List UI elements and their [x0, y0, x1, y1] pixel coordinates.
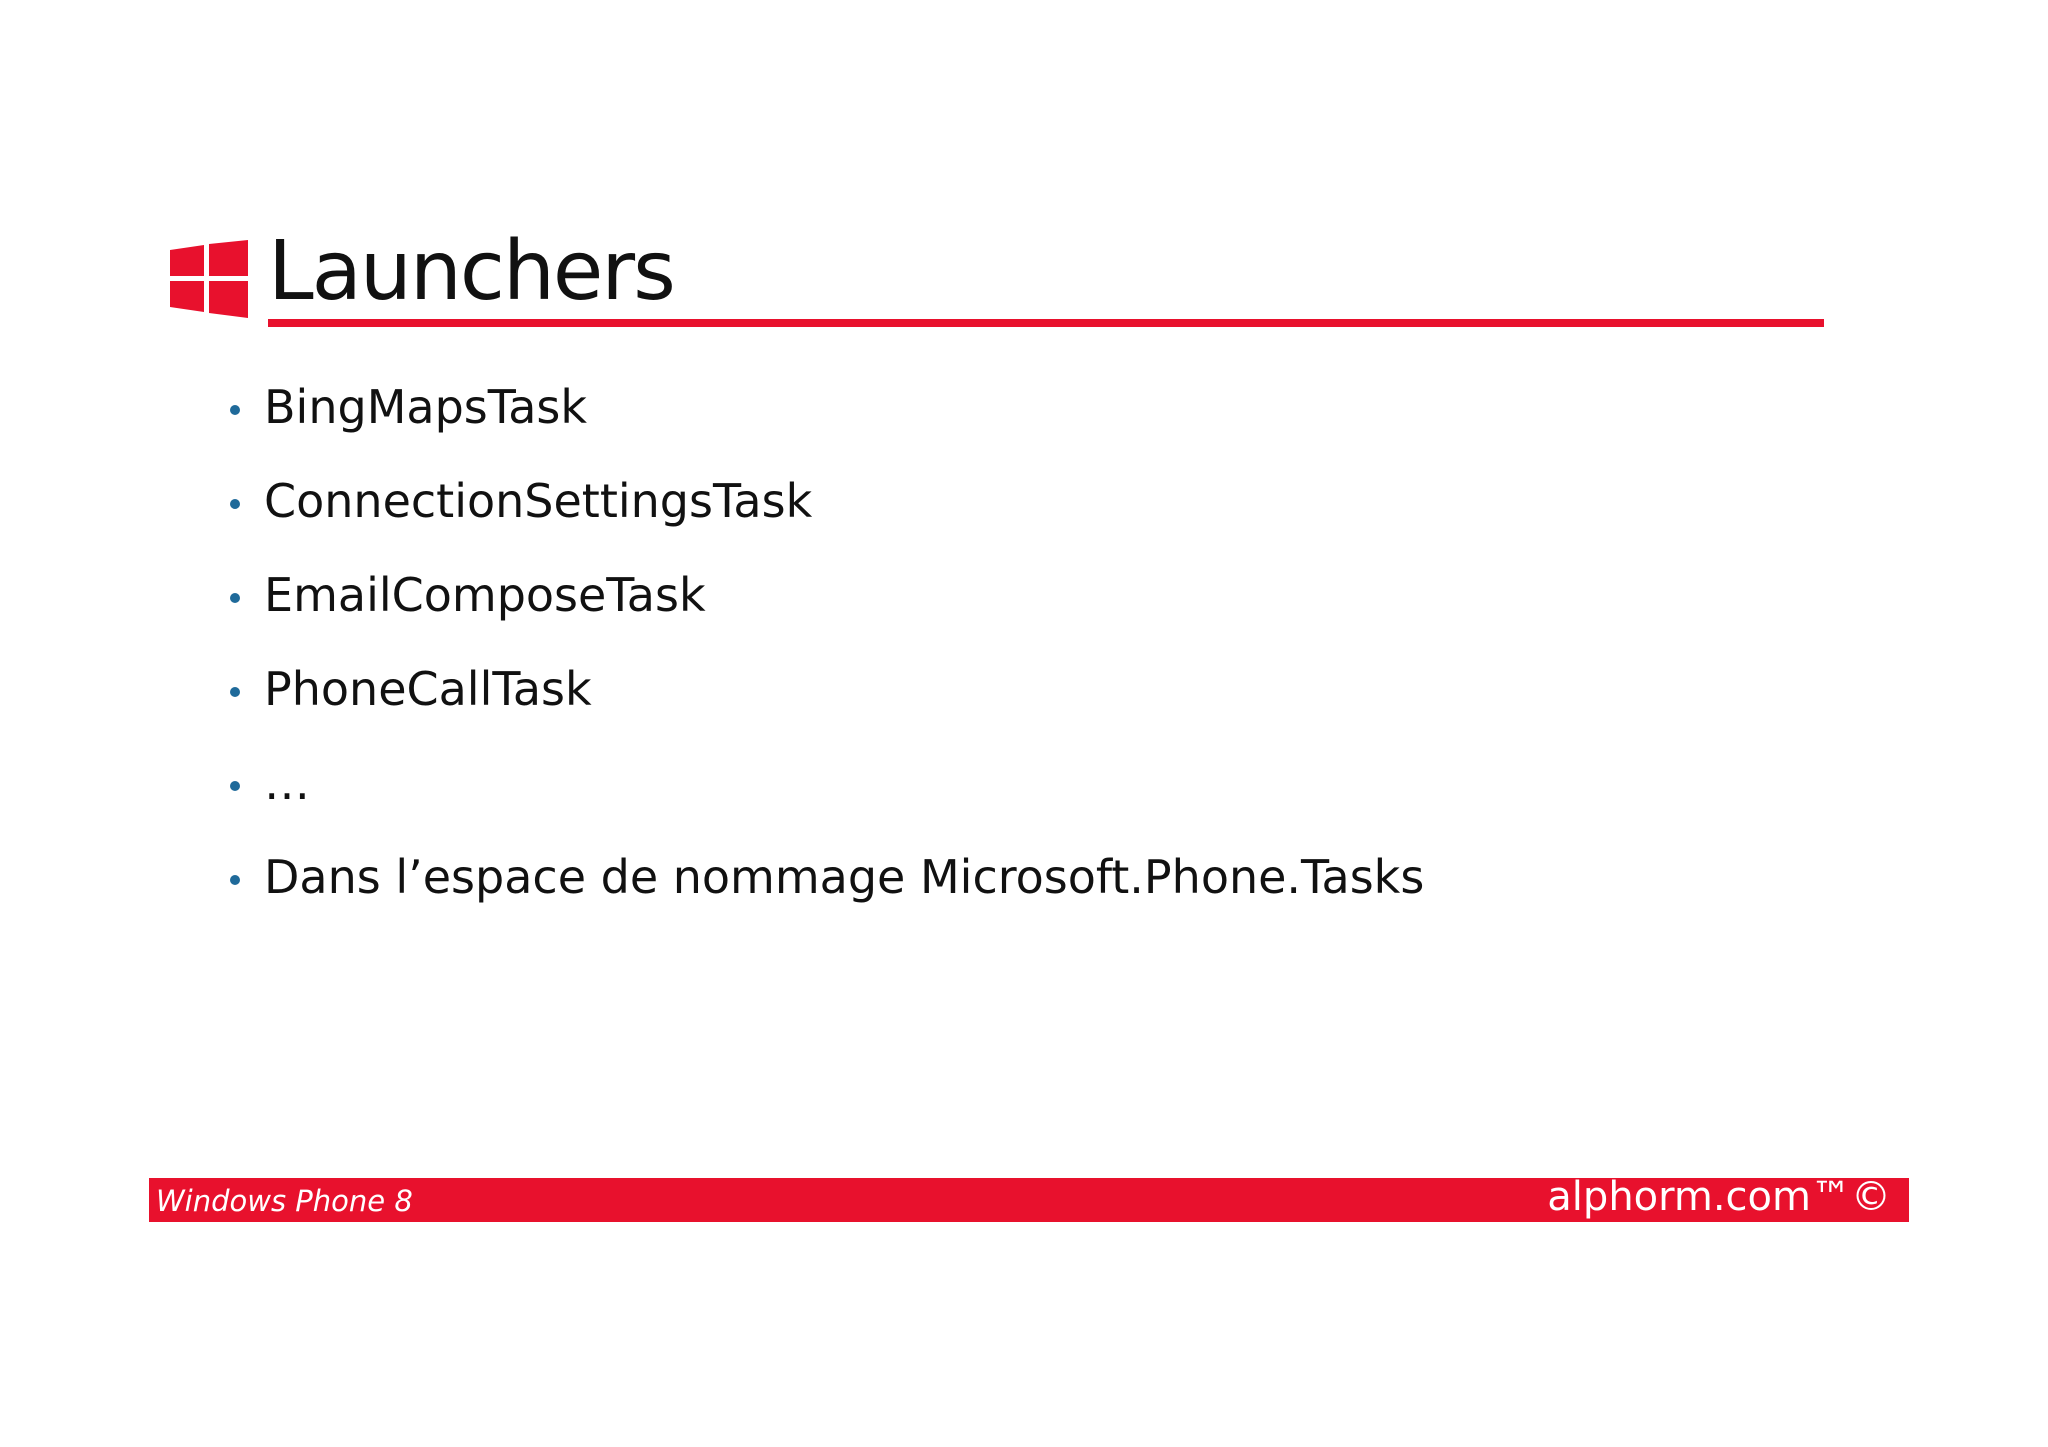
- footer-bar: [149, 1174, 1909, 1222]
- bullet-dot-icon: [230, 687, 240, 697]
- bullet-dot-icon: [230, 593, 240, 603]
- list-item: [230, 736, 1424, 830]
- bullet-dot-icon: [230, 499, 240, 509]
- footer-brand: alphorm.com™©: [1547, 1174, 1891, 1220]
- bullet-text: …: [264, 756, 310, 810]
- list-item: [230, 548, 1424, 642]
- bullet-text: Dans l’espace de nommage Microsoft.Phone.Tasks: [264, 850, 1425, 904]
- bullet-text: ConnectionSettingsTask: [264, 474, 813, 528]
- slide-title: Launchers: [268, 224, 674, 319]
- bullet-dot-icon: [230, 781, 240, 791]
- list-item: [230, 360, 1424, 454]
- bullet-text: BingMapsTask: [264, 380, 588, 434]
- list-item: [230, 454, 1424, 548]
- bullet-dot-icon: [230, 405, 240, 415]
- bullet-text: PhoneCallTask: [264, 662, 592, 716]
- bullet-text: EmailComposeTask: [264, 568, 706, 622]
- footer-course-label: Windows Phone 8: [156, 1184, 413, 1218]
- bullet-list: [230, 360, 1424, 924]
- windows-logo-icon: [170, 240, 248, 318]
- list-item: [230, 642, 1424, 736]
- bullet-dot-icon: [230, 875, 240, 885]
- title-underline: [268, 319, 1824, 327]
- list-item: [230, 830, 1424, 924]
